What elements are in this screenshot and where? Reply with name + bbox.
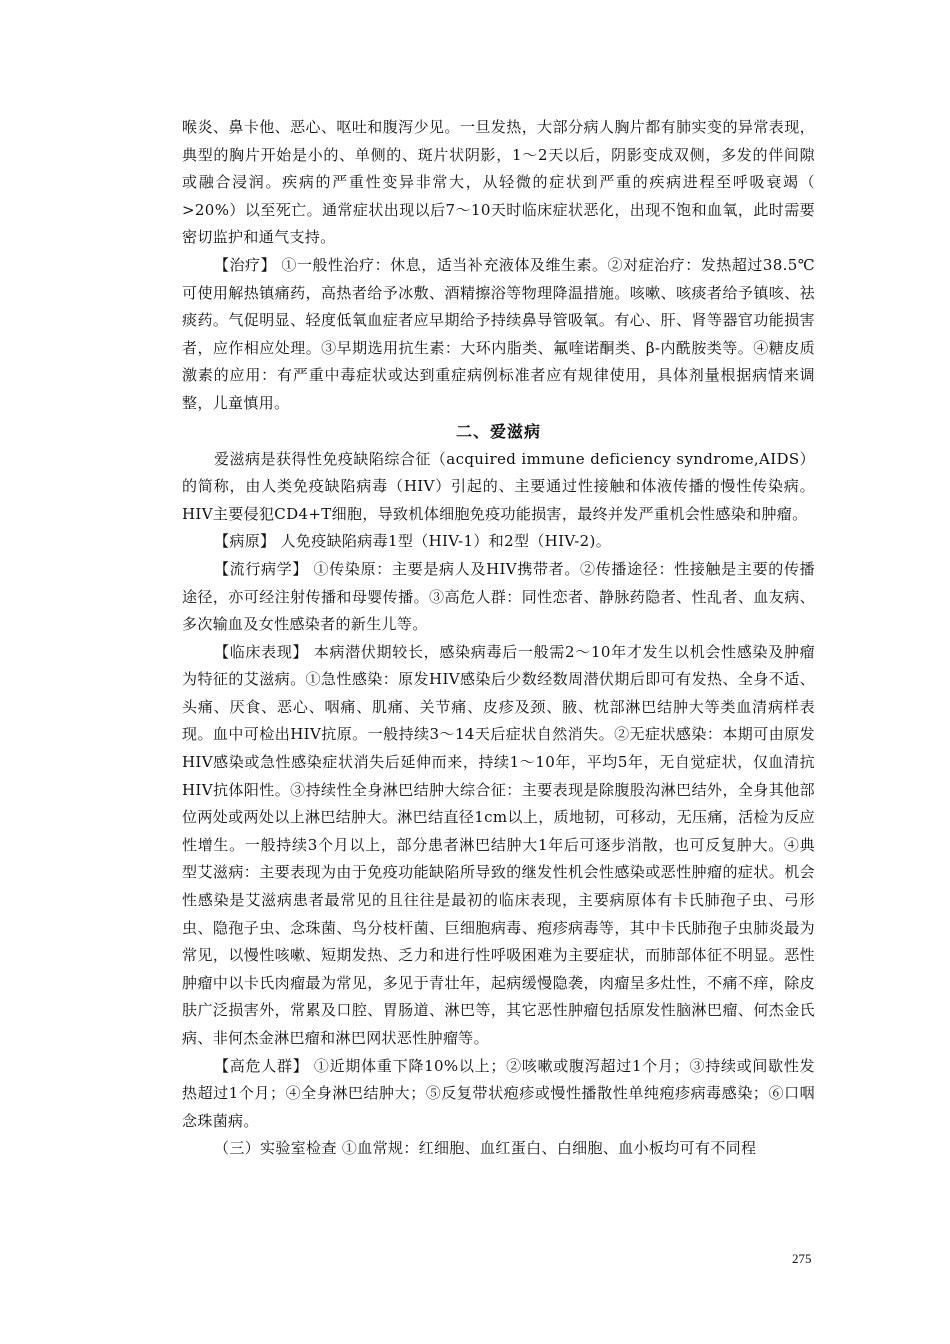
paragraph-aids-definition: 爱滋病是获得性免疫缺陷综合征（acquired immune deficiency syndrome,AIDS）的简称，由人类免疫缺陷病毒（HIV）引起的、主要通过性接触和体液传播的慢性传染病。HIV主要侵犯CD4+T细胞，导致机体细胞免疫功能损害，最终并发严重机会性感染和肿瘤。 [182,449,815,523]
paragraph-aids-high-risk: 【高危人群】 ①近期体重下降10%以上；②咳嗽或腹泻超过1个月；③持续或间歇性发热超过1个月；④全身淋巴结肿大；⑤反复带状疱疹或慢性播散性单纯疱疹病毒感染；⑥口咽念珠菌病。 [182,1056,815,1130]
section-heading-aids: 二、爱滋病 [455,421,541,441]
page-number: 275 [792,1251,812,1266]
document-page [182,114,815,1163]
paragraph-aids-epidemiology: 【流行病学】 ①传染原：主要是病人及HIV携带者。②传播途径：性接触是主要的传播途径，亦可经注射传播和母婴传播。③高危人群：同性恋者、静脉药隐者、性乱者、血友病、多次输血及女性感染者的新生儿等。 [182,559,815,634]
paragraph-aids-clinical: 【临床表现】 本病潜伏期较长，感染病毒后一般需2～10年才发生以机会性感染及肿瘤为特征的艾滋病。①急性感染：原发HIV感染后少数经数周潜伏期后即可有发热、全身不适、头痛、厌食、恶心、咽痛、肌痛、关节痛、皮疹及颈、腋、枕部淋巴结肿大等类血清病样表现。血中可检出HIV抗原。一般持续3～14天后症状自然消失。②无症状感染：本期可由原发HIV感染或急性感染症状消失后延伸而来，持续1～10年，平均5年，无自觉症状，仅血清抗HIV抗体阳性。③持续性全身淋巴结肿大综合征：主要表现是除腹股沟淋巴结外，全身其他部位两处或两处以上淋巴结肿大。淋巴结直径1cm以上，质地韧，可移动，无压痛，活检为反应性增生。一般持续3个月以上，部分患者淋巴结肿大1年后可逐步消散，也可反复肿大。④典型艾滋病：主要表现为由于免疫功能缺陷所导致的继发性机会性感染或恶性肿瘤的症状。机会性感染是艾滋病患者最常见的且往往是最初的临床表现，主要病原体有卡氏肺孢子虫、弓形虫、隐孢子虫、念珠菌、鸟分枝杆菌、巨细胞病毒、疱疹病毒等，其中卡氏肺孢子虫肺炎最为常见，以慢性咳嗽、短期发热、乏力和进行性呼吸困难为主要症状，而肺部体征不明显。恶性肿瘤中以卡氏肉瘤最为常见，多见于青壮年，起病缓慢隐袭，肉瘤呈多灶性，不痛不痒，除皮肤广泛损害外，常累及口腔、胃肠道、淋巴等，其它恶性肿瘤包括原发性脑淋巴瘤、何杰金氏病、非何杰金淋巴瘤和淋巴网状恶性肿瘤等。 [182,642,815,1047]
paragraph-sars-symptoms: 喉炎、鼻卡他、恶心、呕吐和腹泻少见。一旦发热，大部分病人胸片都有肺实变的异常表现，典型的胸片开始是小的、单侧的、斑片状阴影，1～2天以后，阴影变成双侧，多发的伴间隙或融合浸润。疾病的严重性变异非常大，从轻微的症状到严重的疾病进程至呼吸衰竭（ >20%）以至死亡。通常症状出现以后7～10天时临床症状恶化，出现不饱和血氧，此时需要密切监护和通气支持。 [182,118,815,247]
paragraph-aids-lab-tests: （三）实验室检查 ①血常规：红细胞、血红蛋白、白细胞、血小板均可有不同程 [214,1139,757,1158]
paragraph-sars-treatment: 【治疗】 ①一般性治疗：休息，适当补充液体及维生素。②对症治疗：发热超过38.5℃可使用解热镇痛药，高热者给予冰敷、酒精擦浴等物理降温措施。咳嗽、咳痰者给予镇咳、祛痰药。气促明显、轻度低氧血症者应早期给予持续鼻导管吸氧。有心、肝、肾等器官功能损害者，应作相应处理。③早期选用抗生素：大环内脂类、氟喹诺酮类、β-内酰胺类等。④糖皮质激素的应用：有严重中毒症状或达到重症病例标准者应有规律使用，具体剂量根据病情来调整，儿童慎用。 [182,255,815,412]
paragraph-aids-pathogen: 【病原】 人免疫缺陷病毒1型（HIV-1）和2型（HIV-2)。 [214,532,612,551]
